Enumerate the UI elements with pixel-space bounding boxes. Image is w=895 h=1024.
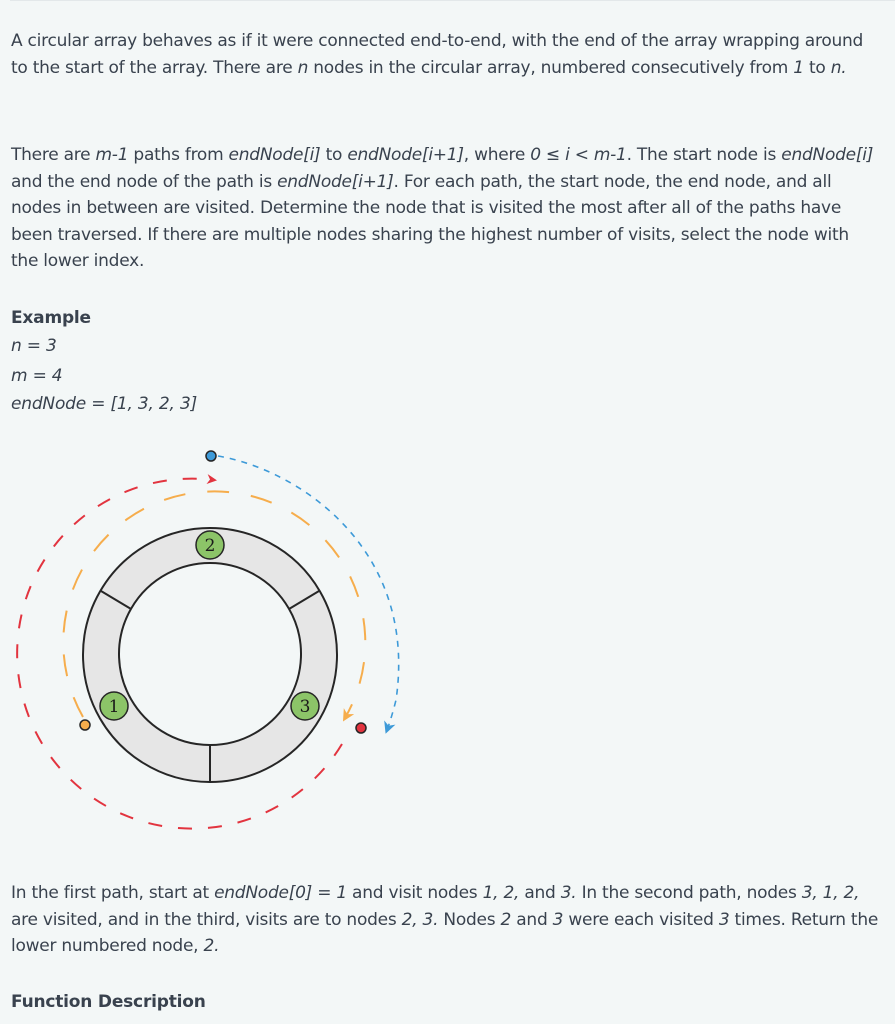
node-2-label: 2: [204, 536, 216, 556]
explanation-paragraph: In the first path, start at endNode[0] = 1 and visit nodes 1, 2, and 3. In the second path, nodes 3, 1, 2, are visited, and in the third, visits are to nodes 2, 3. Nodes 2 and 3 were each visited 3 times. Return the lower numbered node, 2.: [11, 883, 879, 956]
node-3: [291, 692, 319, 720]
ring: [83, 528, 337, 782]
node-2: [196, 531, 224, 559]
orange-start-dot: [80, 720, 90, 730]
intro-paragraph: A circular array behaves as if it were connected end-to-end, with the end of the array wrapping around to the start of the array. There are n nodes in the circular array, numbered consecutively from 1 to n.: [11, 31, 864, 78]
blue-start-dot: [206, 451, 216, 461]
red-start-dot: [356, 723, 366, 733]
node-1-label: 1: [108, 697, 120, 717]
paths-paragraph: There are m-1 paths from endNode[i] to endNode[i+1], where 0 ≤ i < m-1. The start node is endNode[i] and the end node of the path is endNode[i+1]. For each path, the start node, the end node, and all nodes in between are visited. Determine the node that is visited the most after all of the paths have been traversed. If there are multiple nodes sharing the highest number of visits, select the node with the lower index.: [11, 145, 874, 271]
node-1: [100, 692, 128, 720]
example-endnode: endNode = [1, 3, 2, 3]: [11, 394, 197, 414]
example-n: n = 3: [11, 336, 57, 356]
node-3-label: 3: [299, 697, 311, 717]
function-description-heading: Function Description: [11, 992, 206, 1012]
example-heading: Example: [11, 308, 91, 328]
example-m: m = 4: [11, 366, 63, 386]
